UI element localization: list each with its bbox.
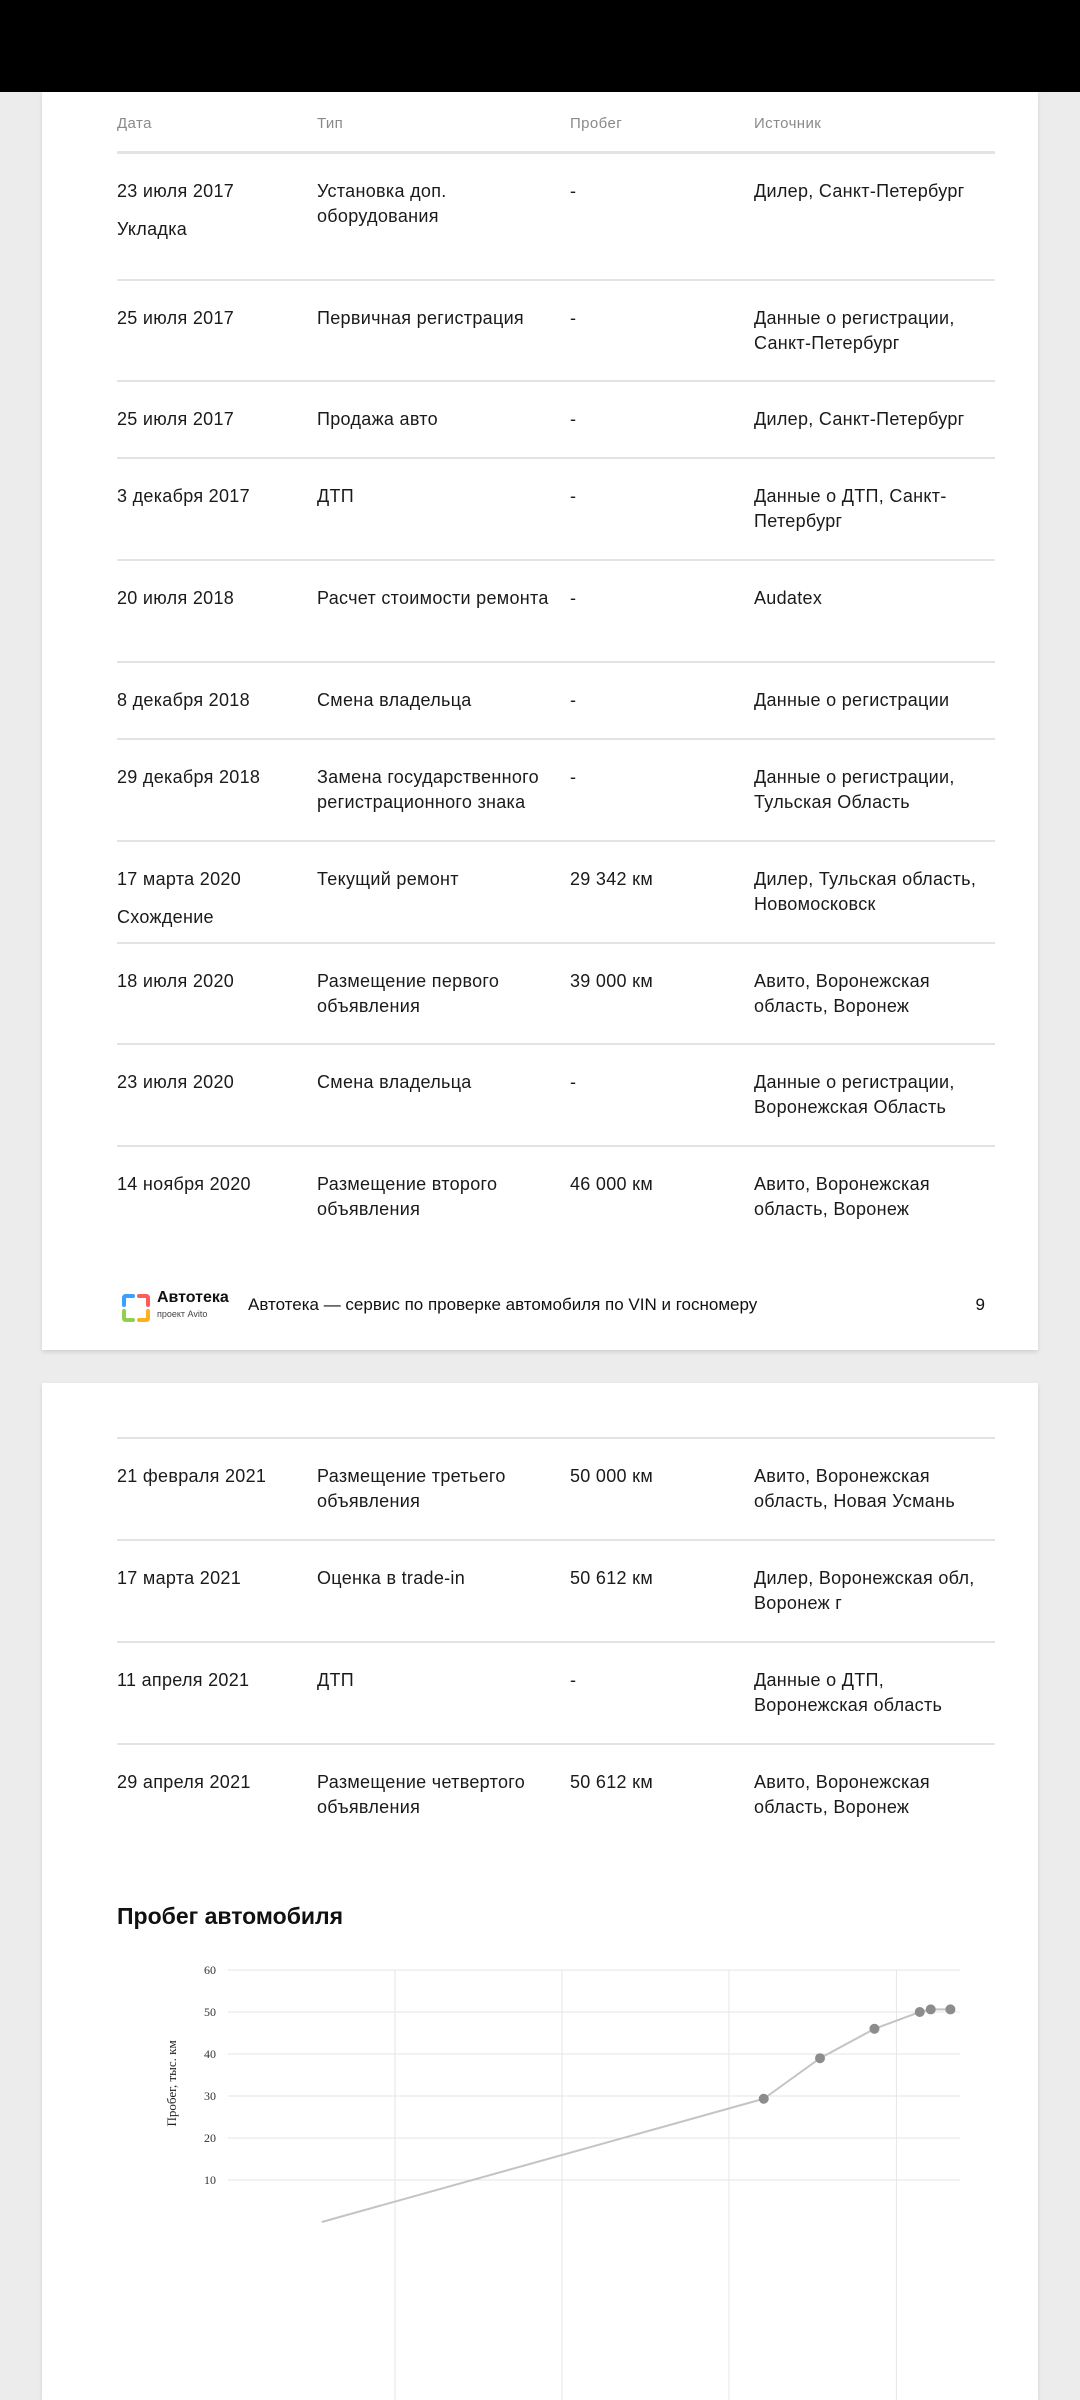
cell-date: 25 июля 2017 <box>117 409 235 429</box>
cell-type: Замена государственного регистрационного знака <box>317 767 539 812</box>
cell-mileage: - <box>570 1670 577 1690</box>
table-header <box>117 92 995 154</box>
cell-type: ДТП <box>317 1670 355 1690</box>
cell-type: Установка доп. оборудования <box>317 181 447 226</box>
cell-date: 23 июля 2017 <box>117 181 235 201</box>
table-row <box>117 459 995 561</box>
cell-source: Авито, Воронежская область, Воронеж <box>754 1772 930 1817</box>
page-footer <box>117 1289 995 1329</box>
cell-source: Данные о регистрации <box>754 690 950 710</box>
table-row <box>117 281 995 382</box>
data-point <box>926 2004 936 2014</box>
header-source: Источник <box>754 115 822 132</box>
cell-source: Дилер, Санкт-Петербург <box>754 181 965 201</box>
cell-mileage: 50 612 км <box>570 1568 654 1588</box>
cell-source: Данные о регистрации, Тульская Область <box>754 767 955 812</box>
data-point <box>815 2053 825 2063</box>
cell-mileage: 50 612 км <box>570 1772 654 1792</box>
cell-type: Размещение четвертого объявления <box>317 1772 526 1817</box>
cell-date: 18 июля 2020 <box>117 971 235 991</box>
cell-note: Схождение <box>117 907 214 927</box>
cell-date: 8 декабря 2018 <box>117 690 250 710</box>
report-page-2 <box>42 1383 1038 2400</box>
cell-mileage: 50 000 км <box>570 1466 654 1486</box>
cell-type: Размещение первого объявления <box>317 971 500 1016</box>
header-type: Тип <box>317 115 344 132</box>
cell-mileage: - <box>570 588 577 608</box>
cell-date: 17 марта 2020 <box>117 869 242 889</box>
cell-type: Оценка в trade-in <box>317 1568 466 1588</box>
cell-date: 23 июля 2020 <box>117 1072 235 1092</box>
logo-name: Автотека <box>157 1289 229 1306</box>
y-tick-label: 40 <box>204 2047 216 2061</box>
mileage-series-line <box>322 2009 951 2222</box>
cell-mileage: - <box>570 767 577 787</box>
cell-date: 14 ноября 2020 <box>117 1174 251 1194</box>
table-row <box>117 1745 995 1841</box>
y-axis-label: Пробег, тыс. км <box>164 2040 179 2127</box>
y-tick-label: 50 <box>204 2005 216 2019</box>
cell-date: 3 декабря 2017 <box>117 486 250 506</box>
table-row <box>117 561 995 663</box>
cell-mileage: - <box>570 409 577 429</box>
cell-source: Дилер, Санкт-Петербург <box>754 409 965 429</box>
cell-date: 20 июля 2018 <box>117 588 235 608</box>
cell-source: Audatex <box>754 588 823 608</box>
cell-source: Авито, Воронежская область, Воронеж <box>754 1174 930 1219</box>
table-row <box>117 1541 995 1643</box>
cell-type: Расчет стоимости ремонта <box>317 588 549 608</box>
cell-source: Данные о регистрации, Санкт-Петербург <box>754 308 955 353</box>
table-row <box>117 663 995 740</box>
cell-date: 17 марта 2021 <box>117 1568 242 1588</box>
table-row <box>117 382 995 459</box>
table-row <box>117 944 995 1045</box>
cell-source: Дилер, Тульская область, Новомосковск <box>754 869 977 914</box>
cell-type: Продажа авто <box>317 409 438 429</box>
cell-type: Размещение третьего объявления <box>317 1466 506 1511</box>
cell-source: Данные о регистрации, Воронежская Область <box>754 1072 955 1117</box>
cell-source: Данные о ДТП, Санкт-Петербург <box>754 486 947 531</box>
cell-source: Дилер, Воронежская обл, Воронеж г <box>754 1568 975 1613</box>
table-row <box>117 154 995 281</box>
y-tick-label: 30 <box>204 2089 216 2103</box>
header-mileage: Пробег <box>570 115 623 132</box>
report-page-1 <box>42 92 1038 1350</box>
table-row <box>117 842 995 944</box>
cell-mileage: 29 342 км <box>570 869 654 889</box>
cell-source: Авито, Воронежская область, Воронеж <box>754 971 930 1016</box>
table-row <box>117 740 995 842</box>
data-point <box>869 2024 879 2034</box>
cell-note: Укладка <box>117 219 188 239</box>
cell-type: Смена владельца <box>317 1072 472 1092</box>
avtoteka-logo-icon <box>121 1293 151 1323</box>
cell-mileage: 46 000 км <box>570 1174 654 1194</box>
table-row <box>117 1045 995 1147</box>
cell-date: 25 июля 2017 <box>117 308 235 328</box>
cell-type: Смена владельца <box>317 690 472 710</box>
cell-date: 29 декабря 2018 <box>117 767 261 787</box>
cell-source: Авито, Воронежская область, Новая Усмань <box>754 1466 956 1511</box>
cell-type: ДТП <box>317 486 355 506</box>
table-row <box>117 1437 995 1541</box>
cell-source: Данные о ДТП, Воронежская область <box>754 1670 943 1715</box>
page-number: 9 <box>975 1295 985 1314</box>
cell-type: Размещение второго объявления <box>317 1174 498 1219</box>
cell-type: Текущий ремонт <box>317 869 459 889</box>
cell-date: 11 апреля 2021 <box>117 1670 250 1690</box>
mileage-chart <box>102 1958 1002 2400</box>
status-bar <box>0 0 1080 92</box>
y-tick-label: 20 <box>204 2131 216 2145</box>
cell-date: 21 февраля 2021 <box>117 1466 267 1486</box>
data-point <box>945 2004 955 2014</box>
cell-date: 29 апреля 2021 <box>117 1772 251 1792</box>
header-date: Дата <box>117 115 152 132</box>
table-row <box>117 1147 995 1267</box>
data-point <box>759 2094 769 2104</box>
cell-mileage: - <box>570 181 577 201</box>
footer-text: Автотека — сервис по проверке автомобиля по VIN и госномеру <box>248 1295 758 1314</box>
cell-mileage: 39 000 км <box>570 971 654 991</box>
cell-mileage: - <box>570 308 577 328</box>
data-point <box>915 2007 925 2017</box>
chart-title: Пробег автомобиля <box>117 1903 344 1929</box>
cell-type: Первичная регистрация <box>317 308 524 328</box>
cell-mileage: - <box>570 1072 577 1092</box>
y-tick-label: 10 <box>204 2173 216 2187</box>
table-row <box>117 1643 995 1745</box>
cell-mileage: - <box>570 486 577 506</box>
cell-mileage: - <box>570 690 577 710</box>
logo-subtitle: проект Avito <box>157 1309 208 1319</box>
y-tick-label: 60 <box>204 1963 216 1977</box>
